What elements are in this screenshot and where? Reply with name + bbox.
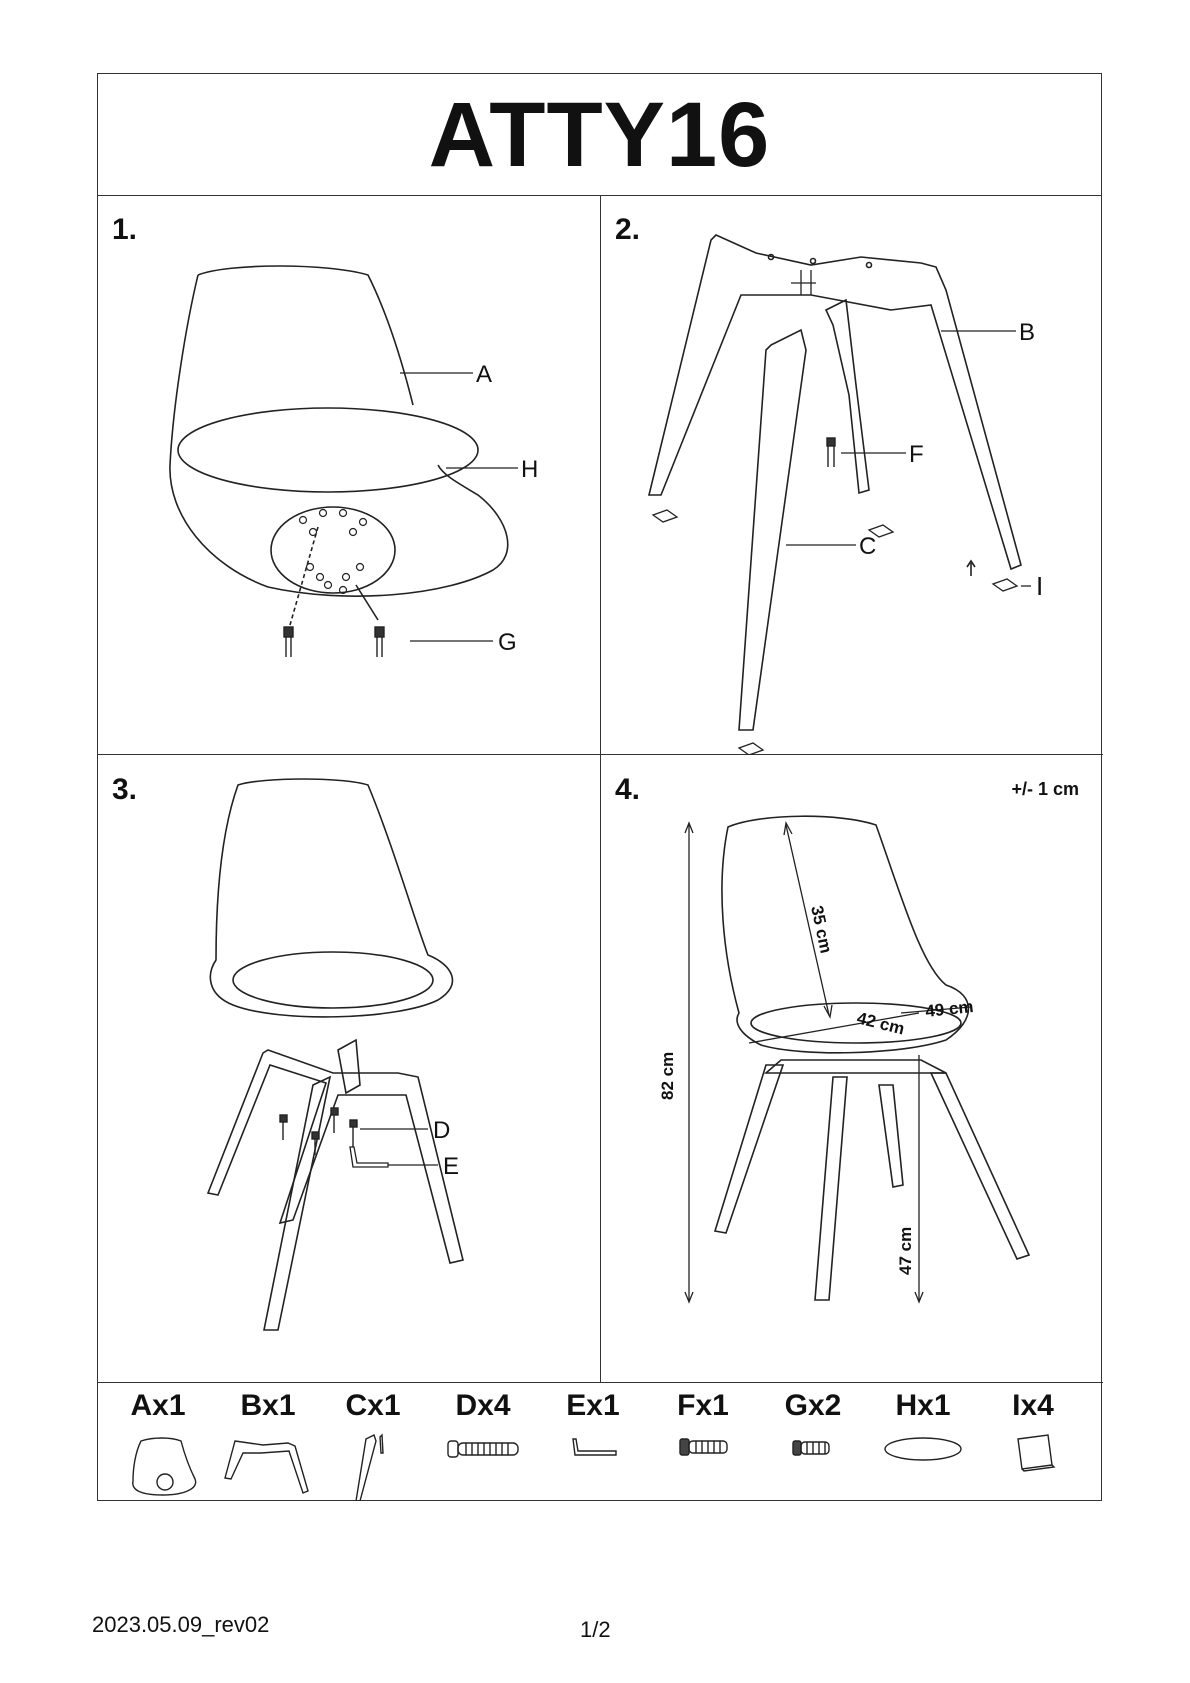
part-a-label: Ax1 <box>130 1389 186 1422</box>
mount-plate-drawing <box>271 507 395 593</box>
callout-e: E <box>443 1153 460 1180</box>
step-1-number: 1. <box>112 213 138 246</box>
callout-a: A <box>476 361 493 388</box>
foot-pad-icon <box>978 1431 1088 1501</box>
dimension-seat-depth: 42 cm <box>855 1008 907 1039</box>
bolt-f-drawing <box>827 438 835 467</box>
part-e <box>538 1383 648 1502</box>
step-4-drawing <box>601 755 1103 1383</box>
callout-h: H <box>521 456 539 483</box>
allen-key-drawing <box>350 1147 388 1167</box>
callout-c: C <box>859 533 877 560</box>
callout-b: B <box>1019 319 1036 346</box>
assembled-frame-drawing <box>208 1050 463 1263</box>
callout-f: F <box>909 441 924 468</box>
assembled-seat-drawing <box>210 779 452 1017</box>
part-g-label: Gx2 <box>784 1389 842 1422</box>
instruction-sheet <box>97 73 1102 1501</box>
callout-i: I <box>1036 571 1044 601</box>
chair-legs-drawing <box>715 1065 1029 1300</box>
part-f-label: Fx1 <box>677 1389 729 1422</box>
page-title: ATTY16 <box>428 83 771 186</box>
part-c <box>318 1383 428 1502</box>
step-4-number: 4. <box>615 773 641 806</box>
mount-holes <box>300 510 367 594</box>
revision-date: 2023.05.09_rev02 <box>92 1612 270 1637</box>
dimension-seat-width: 49 cm <box>924 997 975 1021</box>
callout-g: G <box>498 629 517 656</box>
step-2-drawing <box>601 195 1103 755</box>
part-e-label: Ex1 <box>566 1389 620 1422</box>
part-i <box>978 1383 1088 1502</box>
foot-pad-drawings <box>653 510 1017 755</box>
step-2-panel <box>601 195 1103 755</box>
part-a <box>103 1383 213 1502</box>
step-4-panel <box>601 755 1103 1383</box>
long-bolt-icon <box>428 1431 538 1501</box>
step-3-drawing <box>98 755 601 1383</box>
seat-shell-icon <box>103 1431 213 1501</box>
step-1-panel <box>98 195 601 755</box>
part-i-label: Ix4 <box>1012 1389 1054 1422</box>
dimension-lines <box>685 823 971 1302</box>
tolerance-note: +/- 1 cm <box>1011 779 1079 799</box>
cushion-icon <box>868 1431 978 1501</box>
dimension-backrest: 35 cm <box>807 903 836 955</box>
step-3-panel <box>98 755 601 1383</box>
screw-g-drawing-left <box>284 627 293 657</box>
seat-shell-drawing <box>170 266 508 596</box>
dimension-seat-height: 47 cm <box>896 1226 915 1275</box>
part-f <box>648 1383 758 1502</box>
part-d <box>428 1383 538 1502</box>
frame-icon <box>213 1431 323 1501</box>
cushion-drawing <box>178 408 478 492</box>
step-3-number: 3. <box>112 773 138 806</box>
parts-list <box>98 1383 1101 1502</box>
title-row <box>98 74 1101 196</box>
step-1-drawing <box>98 195 601 755</box>
part-b-label: Bx1 <box>240 1389 296 1422</box>
bolt-icon <box>648 1431 758 1501</box>
part-c-label: Cx1 <box>345 1389 401 1422</box>
part-g <box>758 1383 868 1502</box>
dimension-total-height: 82 cm <box>658 1051 677 1100</box>
part-b <box>213 1383 323 1502</box>
screw-g-drawing-right <box>375 627 384 657</box>
frame-b-drawing <box>649 235 1021 569</box>
part-h <box>868 1383 978 1502</box>
part-h-label: Hx1 <box>895 1389 951 1422</box>
part-d-label: Dx4 <box>455 1389 511 1422</box>
callout-d: D <box>433 1117 451 1144</box>
short-bolt-icon <box>758 1431 868 1501</box>
leg-icon <box>318 1431 428 1501</box>
page-number: 1/2 <box>580 1617 611 1642</box>
allen-key-icon <box>538 1431 648 1501</box>
step-2-number: 2. <box>615 213 641 246</box>
leg-c-drawing <box>739 330 806 730</box>
